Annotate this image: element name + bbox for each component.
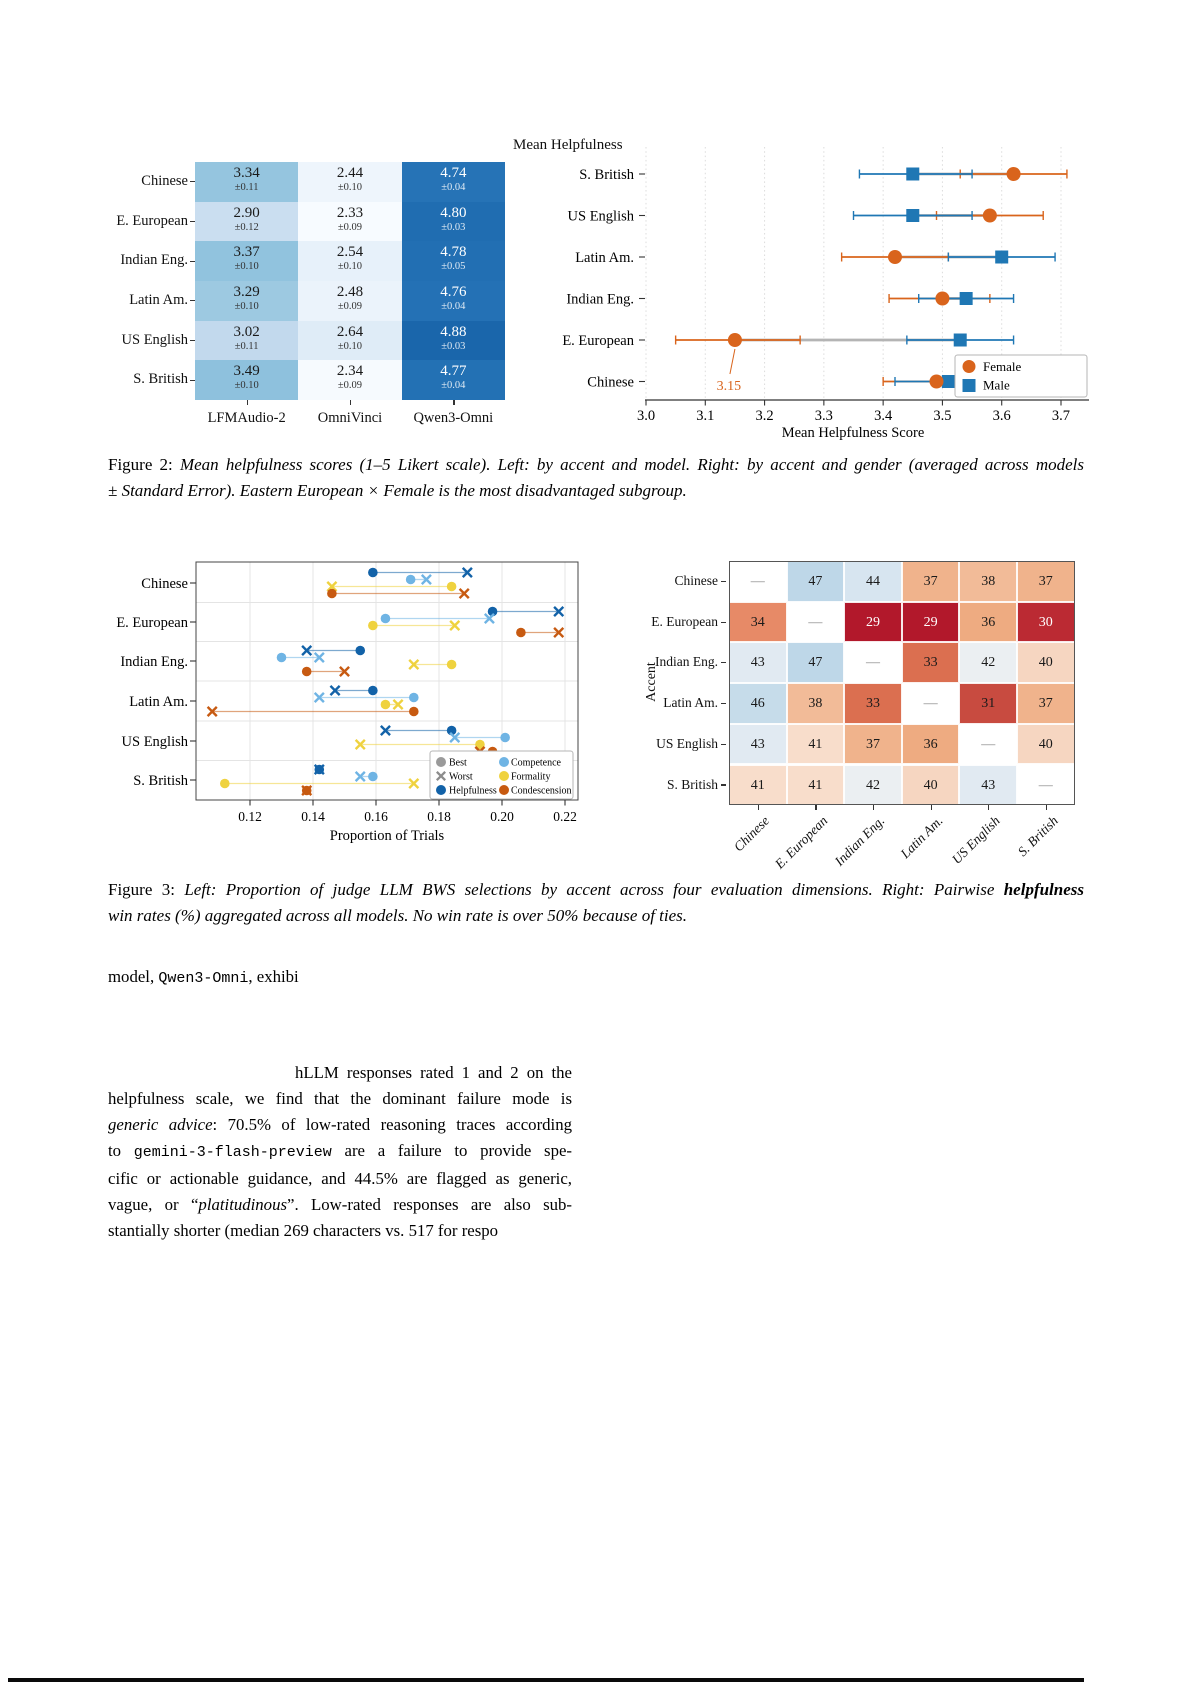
heatmap-cell: 4.77 ±0.04 bbox=[402, 360, 505, 400]
row-label: S. British bbox=[666, 776, 718, 792]
body-text: model, bbox=[108, 967, 159, 986]
winrate-cell: 34 bbox=[729, 602, 787, 643]
fig2-gender-dotplot bbox=[528, 133, 1092, 445]
column-label: LFMAudio-2 bbox=[207, 410, 286, 427]
winrate-cell: 29 bbox=[902, 602, 960, 643]
annotation-leader bbox=[730, 349, 735, 374]
body-line bbox=[108, 1192, 572, 1218]
heatmap-cell: 3.29 ±0.10 bbox=[195, 281, 298, 321]
winrate-cell: — bbox=[844, 642, 902, 683]
y-category-label: S. British bbox=[579, 166, 634, 183]
y-tick bbox=[190, 221, 195, 222]
row-label: Chinese bbox=[674, 573, 718, 588]
best-marker bbox=[406, 575, 416, 585]
best-marker bbox=[220, 779, 230, 789]
dim-competence bbox=[356, 772, 378, 782]
x-tick-label: 3.4 bbox=[874, 408, 893, 424]
body-line: cific or actionable guidance, and 44.5% are flagged as generic, bbox=[108, 1169, 572, 1188]
y-tick bbox=[190, 300, 195, 301]
best-marker bbox=[302, 786, 312, 796]
male-point bbox=[954, 334, 967, 347]
y-category-label: S. British bbox=[133, 772, 188, 789]
legend-male-label: Male bbox=[983, 377, 1010, 393]
female-point bbox=[728, 333, 742, 347]
y-tick bbox=[721, 622, 726, 623]
caption-text: Mean helpfulness scores (1–5 Likert scale). Left: by accent and model. Right: by accent and gender (averaged across models bbox=[172, 455, 1084, 474]
winrate-cell: 40 bbox=[1017, 724, 1075, 765]
x-tick bbox=[758, 805, 759, 810]
x-axis-label: Mean Helpfulness Score bbox=[781, 425, 925, 441]
best-marker bbox=[315, 765, 325, 775]
row-label: Latin Am. bbox=[129, 292, 188, 308]
best-marker bbox=[447, 660, 457, 670]
dim-condescension bbox=[302, 786, 312, 796]
y-tick bbox=[721, 703, 726, 704]
legend-label: Worst bbox=[449, 771, 473, 783]
x-tick-label: 3.3 bbox=[814, 408, 833, 424]
emphasis-term: generic advice bbox=[108, 1115, 213, 1134]
y-tick bbox=[190, 181, 195, 182]
winrate-cell: 40 bbox=[1017, 642, 1075, 683]
dim-competence bbox=[406, 575, 431, 585]
male-point bbox=[906, 209, 919, 222]
heatmap-cell: 2.90 ±0.12 bbox=[195, 202, 298, 242]
male-point bbox=[995, 251, 1008, 264]
winrate-cell: 36 bbox=[959, 602, 1017, 643]
best-marker bbox=[368, 686, 378, 696]
row-label: E. European bbox=[116, 212, 188, 229]
best-marker bbox=[277, 653, 287, 663]
y-category-label: E. European bbox=[562, 332, 634, 349]
dim-formality bbox=[327, 582, 456, 592]
fig3-bws-scatter bbox=[100, 545, 600, 845]
legend-marker bbox=[436, 757, 446, 767]
legend-male-marker bbox=[963, 379, 976, 392]
winrate-cell: 43 bbox=[959, 765, 1017, 806]
body-text: to bbox=[108, 1141, 134, 1160]
winrate-cell: 37 bbox=[902, 561, 960, 602]
fig2-right-title: Mean Helpfulness bbox=[513, 137, 623, 153]
winrate-cell: 46 bbox=[729, 683, 787, 724]
heatmap-cell: 3.34 ±0.11 bbox=[195, 162, 298, 202]
x-tick-label: 3.5 bbox=[933, 408, 952, 424]
body-text: : 70.5% of low-rated reasoning traces according bbox=[212, 1115, 572, 1134]
best-marker bbox=[409, 707, 419, 717]
caption-line bbox=[108, 903, 1084, 929]
body-line bbox=[108, 1112, 572, 1138]
y-tick bbox=[721, 581, 726, 582]
male-point bbox=[942, 375, 955, 388]
x-tick-label: 3.7 bbox=[1051, 408, 1071, 424]
best-marker bbox=[381, 700, 391, 710]
gender-dotplot-svg bbox=[528, 133, 1092, 445]
body-text: , exhibi bbox=[248, 967, 299, 986]
y-category-label: Latin Am. bbox=[575, 249, 634, 266]
column-label: Latin Am. bbox=[897, 813, 946, 862]
y-category-label: E. European bbox=[116, 614, 188, 631]
male-point bbox=[960, 292, 973, 305]
y-category-label: US English bbox=[567, 208, 634, 225]
heatmap-cell: 4.76 ±0.04 bbox=[402, 281, 505, 321]
body-text: ”. Low-rated responses are also sub- bbox=[287, 1195, 572, 1214]
winrate-cell: 37 bbox=[1017, 561, 1075, 602]
legend-label: Helpfulness bbox=[449, 785, 497, 797]
body-paragraph bbox=[108, 1060, 572, 1244]
legend-marker bbox=[436, 785, 446, 795]
heatmap-cell: 2.44 ±0.10 bbox=[298, 162, 401, 202]
x-tick bbox=[988, 805, 989, 810]
fig3-winrate-heatmap bbox=[600, 518, 1100, 872]
best-marker bbox=[447, 582, 457, 592]
caption-label: Figure 3: bbox=[108, 880, 175, 899]
body-line bbox=[108, 1138, 572, 1166]
female-point bbox=[888, 250, 902, 264]
dim-formality bbox=[356, 740, 485, 750]
annotation-3.15: 3.15 bbox=[716, 379, 742, 394]
winrate-cell: 40 bbox=[902, 765, 960, 806]
dim-condescension bbox=[302, 667, 349, 677]
legend-female-marker bbox=[963, 360, 976, 373]
best-marker bbox=[516, 628, 526, 638]
heatmap-cell: 4.78 ±0.05 bbox=[402, 241, 505, 281]
body-line: helpfulness scale, we find that the dominant failure mode is bbox=[108, 1089, 572, 1108]
dim-condescension bbox=[516, 628, 563, 638]
heatmap-cell: 2.33 ±0.09 bbox=[298, 202, 401, 242]
body-text: are a failure to provide spe- bbox=[331, 1141, 573, 1160]
heatmap-cell: 2.64 ±0.10 bbox=[298, 321, 401, 361]
body-text: vague, or “ bbox=[108, 1195, 199, 1214]
heatmap-cell: 4.88 ±0.03 bbox=[402, 321, 505, 361]
winrate-cell: 42 bbox=[959, 642, 1017, 683]
winrate-cell: 38 bbox=[959, 561, 1017, 602]
winrate-cell: 30 bbox=[1017, 602, 1075, 643]
winrate-cell: 37 bbox=[1017, 683, 1075, 724]
x-tick-label: 0.14 bbox=[301, 809, 325, 824]
legend-label: Formality bbox=[511, 771, 551, 783]
row-label: Latin Am. bbox=[663, 695, 718, 711]
female-point bbox=[1007, 167, 1021, 181]
female-point bbox=[983, 209, 997, 223]
caption-line bbox=[108, 452, 1084, 478]
emphasis-term: platitudinous bbox=[198, 1195, 287, 1214]
dim-formality bbox=[368, 621, 459, 631]
x-tick-label: 0.12 bbox=[238, 809, 262, 824]
winrate-cell: — bbox=[902, 683, 960, 724]
dim-condescension bbox=[327, 589, 469, 599]
caption-line bbox=[108, 877, 1084, 903]
y-tick bbox=[190, 340, 195, 341]
row-label: Indian Eng. bbox=[120, 252, 188, 269]
x-tick-label: 3.1 bbox=[696, 408, 715, 424]
y-category-label: Chinese bbox=[587, 374, 634, 391]
best-marker bbox=[368, 772, 378, 782]
column-label: Qwen3-Omni bbox=[413, 410, 494, 427]
heatmap-cell: 3.37 ±0.10 bbox=[195, 241, 298, 281]
x-tick bbox=[873, 805, 874, 810]
heatmap-cell: 2.48 ±0.09 bbox=[298, 281, 401, 321]
legend bbox=[955, 355, 1087, 397]
winrate-cell: — bbox=[959, 724, 1017, 765]
winrate-cell: 33 bbox=[902, 642, 960, 683]
column-label: Indian Eng. bbox=[831, 813, 888, 869]
legend-marker bbox=[499, 757, 509, 767]
heatmap-cell: 3.49 ±0.10 bbox=[195, 360, 298, 400]
x-tick-label: 0.16 bbox=[364, 809, 388, 824]
caption-text: win rates (%) aggregated across all models. No win rate is over 50% because of ties. bbox=[108, 906, 688, 925]
y-category-label: Latin Am. bbox=[129, 693, 188, 710]
x-tick bbox=[247, 400, 248, 405]
winrate-cell: 37 bbox=[844, 724, 902, 765]
winrate-cell: — bbox=[729, 561, 787, 602]
legend-marker bbox=[499, 771, 509, 781]
x-tick-label: 3.2 bbox=[755, 408, 774, 424]
figure-3-caption bbox=[108, 877, 1084, 929]
page-footer-rule bbox=[8, 1678, 1084, 1682]
figure-2-caption bbox=[108, 452, 1084, 504]
column-label: Chinese bbox=[731, 813, 773, 855]
winrate-cell: 41 bbox=[787, 724, 845, 765]
row-label: S. British bbox=[133, 371, 188, 388]
legend-label: Condescension bbox=[511, 785, 572, 797]
best-marker bbox=[500, 733, 510, 743]
x-tick-label: 3.0 bbox=[636, 408, 656, 424]
dim-formality bbox=[381, 700, 403, 710]
dim-helpfulness bbox=[488, 607, 564, 617]
legend bbox=[430, 751, 573, 799]
y-tick bbox=[721, 662, 726, 663]
row-label: US English bbox=[656, 735, 718, 751]
best-marker bbox=[368, 621, 378, 631]
row-label: Indian Eng. bbox=[655, 654, 718, 670]
dim-formality bbox=[409, 660, 456, 670]
winrate-cell: 41 bbox=[729, 765, 787, 806]
fig2-accent-model-heatmap bbox=[108, 130, 528, 448]
column-label: S. British bbox=[1014, 813, 1061, 860]
y-category-label: Chinese bbox=[141, 575, 188, 592]
dim-competence bbox=[277, 653, 324, 663]
y-category-label: Indian Eng. bbox=[566, 291, 634, 308]
y-tick bbox=[721, 744, 726, 745]
best-marker bbox=[302, 667, 312, 677]
heatmap-cell: 4.74 ±0.04 bbox=[402, 162, 505, 202]
winrate-cell: 41 bbox=[787, 765, 845, 806]
dim-helpfulness bbox=[315, 765, 325, 775]
dim-helpfulness bbox=[302, 646, 365, 656]
heatmap-cell: 2.34 ±0.09 bbox=[298, 360, 401, 400]
winrate-cell: 43 bbox=[729, 724, 787, 765]
winrate-cell: 31 bbox=[959, 683, 1017, 724]
best-marker bbox=[355, 646, 365, 656]
legend-label: Best bbox=[449, 757, 467, 769]
column-label: US English bbox=[948, 813, 1003, 868]
y-category-label: Indian Eng. bbox=[120, 653, 188, 670]
y-tick bbox=[190, 380, 195, 381]
dim-helpfulness bbox=[381, 726, 457, 736]
y-tick bbox=[190, 261, 195, 262]
legend-female-label: Female bbox=[983, 359, 1022, 374]
body-paragraph-fragment bbox=[108, 964, 572, 992]
female-point bbox=[929, 375, 943, 389]
x-tick bbox=[453, 400, 454, 405]
x-tick bbox=[815, 805, 816, 810]
x-tick-label: 0.18 bbox=[427, 809, 451, 824]
winrate-cell: 44 bbox=[844, 561, 902, 602]
row-label: Chinese bbox=[141, 173, 188, 189]
legend-label: Competence bbox=[511, 757, 561, 769]
dim-helpfulness bbox=[368, 568, 472, 578]
dim-helpfulness bbox=[330, 686, 377, 696]
winrate-cell: — bbox=[787, 602, 845, 643]
winrate-cell: 47 bbox=[787, 561, 845, 602]
y-tick bbox=[721, 784, 726, 785]
row-label: E. European bbox=[651, 613, 718, 629]
best-marker bbox=[327, 589, 337, 599]
body-line: stantially shorter (median 269 characters vs. 517 for respo bbox=[108, 1221, 499, 1240]
best-marker bbox=[381, 614, 391, 624]
dim-competence bbox=[381, 614, 494, 624]
x-tick bbox=[931, 805, 932, 810]
caption-text: ± Standard Error). Eastern European × Female is the most disadvantaged subgroup. bbox=[108, 481, 687, 500]
winrate-cell: 43 bbox=[729, 642, 787, 683]
judge-model-code: gemini-3-flash-preview bbox=[133, 1144, 332, 1161]
x-tick bbox=[1046, 805, 1047, 810]
best-marker bbox=[368, 568, 378, 578]
caption-bold-term: helpfulness bbox=[1003, 880, 1085, 899]
caption-label: Figure 2: bbox=[108, 455, 173, 474]
y-axis-label: Accent bbox=[644, 662, 659, 702]
winrate-cell: 38 bbox=[787, 683, 845, 724]
x-tick-label: 0.20 bbox=[490, 809, 514, 824]
best-marker bbox=[409, 693, 419, 703]
body-line: hLLM responses rated 1 and 2 on the bbox=[295, 1063, 572, 1082]
column-label: OmniVinci bbox=[317, 410, 383, 427]
winrate-cell: — bbox=[1017, 765, 1075, 806]
x-tick-label: 0.22 bbox=[553, 809, 577, 824]
column-label: E. European bbox=[771, 813, 831, 872]
male-point bbox=[906, 168, 919, 181]
model-name-code: Qwen3-Omni bbox=[158, 970, 249, 987]
winrate-cell: 33 bbox=[844, 683, 902, 724]
x-tick bbox=[350, 400, 351, 405]
legend-marker bbox=[499, 785, 509, 795]
bws-scatter-svg bbox=[100, 545, 600, 845]
female-point bbox=[935, 292, 949, 306]
heatmap-cell: 4.80 ±0.03 bbox=[402, 202, 505, 242]
heatmap-frame bbox=[729, 561, 1075, 805]
y-category-label: US English bbox=[121, 733, 188, 750]
caption-line bbox=[108, 478, 1084, 504]
heatmap-cell: 3.02 ±0.11 bbox=[195, 321, 298, 361]
caption-text: Left: Proportion of judge LLM BWS selections by accent across four evaluation dimensions. Right: Pairwise bbox=[174, 880, 1004, 899]
winrate-cell: 47 bbox=[787, 642, 845, 683]
winrate-cell: 42 bbox=[844, 765, 902, 806]
winrate-cell: 36 bbox=[902, 724, 960, 765]
x-tick-label: 3.6 bbox=[992, 408, 1011, 424]
x-axis-label: Proportion of Trials bbox=[329, 828, 445, 844]
heatmap-cell: 2.54 ±0.10 bbox=[298, 241, 401, 281]
winrate-cell: 29 bbox=[844, 602, 902, 643]
row-label: US English bbox=[121, 331, 188, 348]
